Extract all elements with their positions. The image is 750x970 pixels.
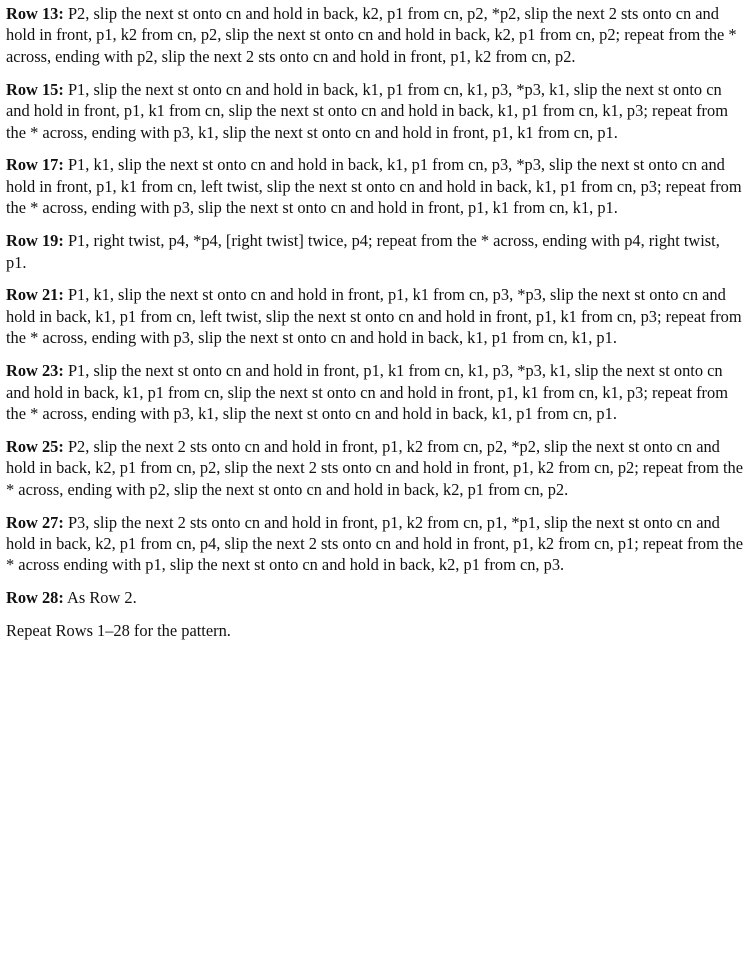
row-text: As Row 2.	[67, 588, 137, 608]
row-text: P1, right twist, p4, *p4, [right twist] twice, p4; repeat from the * across, ending with p4, right twist, p1.	[6, 231, 720, 272]
row-27-instruction	[6, 512, 744, 576]
row-25-instruction	[6, 436, 744, 500]
row-label: Row 21:	[6, 285, 64, 305]
row-label: Row 17:	[6, 155, 64, 175]
row-17-instruction	[6, 154, 744, 218]
row-label: Row 19:	[6, 231, 64, 251]
row-label: Row 28:	[6, 588, 64, 608]
row-label: Row 25:	[6, 436, 64, 456]
row-text: P1, slip the next st onto cn and hold in back, k1, p1 from cn, k1, p3, *p3, k1, slip the next st onto cn and hold in front, p1, k1 from cn, slip the next st onto cn and hold in back, k1, p1 from cn, k1, p3; repeat from the * across, ending with p3, k1, slip the next st onto cn and hold in front, p1, k1 from cn, p1.	[6, 79, 728, 142]
repeat-note: Repeat Rows 1–28 for the pattern.	[6, 621, 231, 641]
row-text: P2, slip the next st onto cn and hold in back, k2, p1 from cn, p2, *p2, slip the next 2 sts onto cn and hold in front, p1, k2 from cn, p2, slip the next st onto cn and hold in back, k2, p1 from cn, p2; repeat from the * across, ending with p2, slip the next 2 sts onto cn and hold in front, p1, k2 from cn, p2.	[6, 4, 737, 66]
row-15-instruction	[6, 79, 744, 143]
pattern-instructions	[6, 3, 744, 653]
row-label: Row 23:	[6, 361, 64, 381]
row-label: Row 15:	[6, 79, 64, 99]
row-21-instruction	[6, 284, 744, 348]
row-text: P1, k1, slip the next st onto cn and hold in back, k1, p1 from cn, p3, *p3, slip the next st onto cn and hold in front, p1, k1 from cn, left twist, slip the next st onto cn and hold in back, k1, p1 from cn, p3; repeat from the * across, ending with p3, slip the next st onto cn and hold in front, p1, k1 from cn, k1, p1.	[6, 155, 742, 218]
row-text: P2, slip the next 2 sts onto cn and hold in front, p1, k2 from cn, p2, *p2, slip the next st onto cn and hold in back, k2, p1 from cn, p2, slip the next 2 sts onto cn and hold in front, p1, k2 from cn, p2; repeat from the * across, ending with p2, slip the next st onto cn and hold in back, k2, p1 from cn, p2.	[6, 436, 743, 499]
row-text: P3, slip the next 2 sts onto cn and hold in front, p1, k2 from cn, p1, *p1, slip the next st onto cn and hold in back, k2, p1 from cn, p4, slip the next 2 sts onto cn and hold in front, p1, k2 from cn, p1; repeat from the * across ending with p1, slip the next st onto cn and hold in back, k2, p1 from cn, p3.	[6, 512, 743, 575]
row-19-instruction	[6, 230, 744, 273]
row-28-instruction	[6, 587, 744, 608]
row-label: Row 27:	[6, 512, 64, 532]
row-23-instruction	[6, 360, 744, 424]
row-text: P1, k1, slip the next st onto cn and hold in front, p1, k1 from cn, p3, *p3, slip the next st onto cn and hold in back, k1, p1 from cn, left twist, slip the next st onto cn and hold in front, p1, k1 from cn, p3; repeat from the * across, ending with p3, slip the next st onto cn and hold in back, k1, p1 from cn, k1, p1.	[6, 285, 742, 348]
row-label: Row 13:	[6, 4, 64, 23]
row-text: P1, slip the next st onto cn and hold in front, p1, k1 from cn, k1, p3, *p3, k1, slip the next st onto cn and hold in back, k1, p1 from cn, slip the next st onto cn and hold in front, p1, k1 from cn, k1, p3; repeat from the * across, ending with p3, k1, slip the next st onto cn and hold in back, k1, p1 from cn, p1.	[6, 361, 728, 423]
row-13-instruction	[6, 3, 744, 67]
